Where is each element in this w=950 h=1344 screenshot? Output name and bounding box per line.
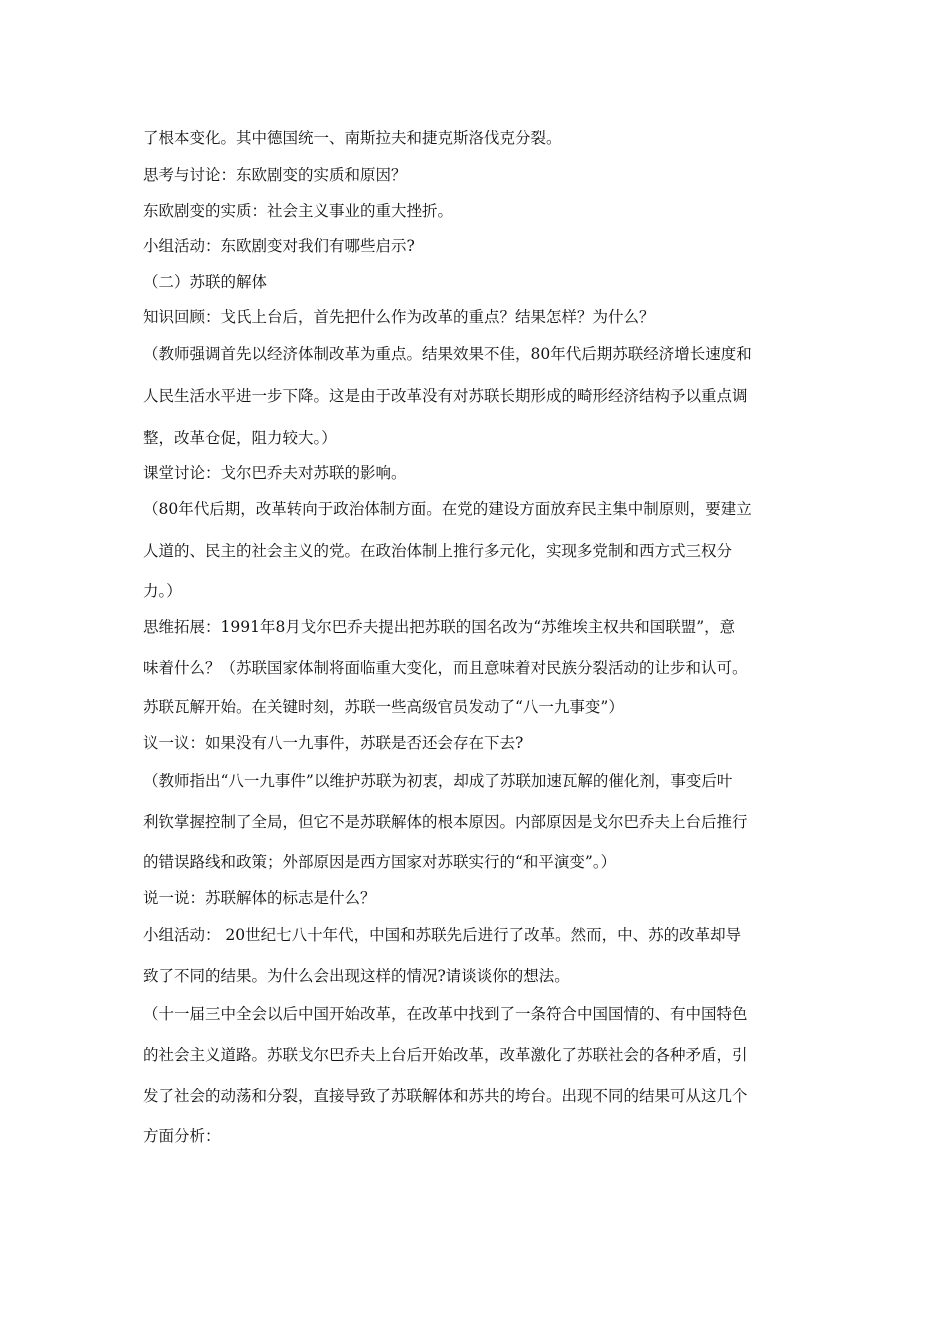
text-line: 小组活动： 20世纪七八十年代，中国和苏联先后进行了改革。然而，中、苏的改革却导 [143,926,742,944]
text-line: 课堂讨论：戈尔巴乔夫对苏联的影响。 [143,464,407,482]
text-line: （80年代后期，改革转向于政治体制方面。在党的建设方面放弃民主集中制原则，要建立 [143,500,752,518]
text-line: 致了不同的结果。为什么会出现这样的情况?请谈谈你的想法。 [143,967,570,985]
text-line: 了根本变化。其中德国统一、南斯拉夫和捷克斯洛伐克分裂。 [143,129,562,147]
text-line: 东欧剧变的实质：社会主义事业的重大挫折。 [143,202,454,220]
section-heading: （二）苏联的解体 [143,273,268,291]
text-line: 的社会主义道路。苏联戈尔巴乔夫上台后开始改革，改革激化了苏联社会的各种矛盾，引 [143,1046,748,1064]
text-line: 的错误路线和政策；外部原因是西方国家对苏联实行的“和平演变”。） [143,853,617,871]
text-line: 知识回顾：戈氏上台后，首先把什么作为改革的重点？结果怎样？为什么？ [143,308,655,326]
text-line: 人道的、民主的社会主义的党。在政治体制上推行多元化，实现多党制和西方式三权分 [143,542,733,560]
text-line: （教师指出“八一九事件”以维护苏联为初衷，却成了苏联加速瓦解的催化剂，事变后叶 [143,772,733,790]
text-line: 方面分析： [143,1127,221,1145]
text-line: 苏联瓦解开始。在关键时刻，苏联一些高级官员发动了“八一九事变”） [143,698,624,716]
text-line: 小组活动：东欧剧变对我们有哪些启示? [143,237,415,255]
text-line: 利钦掌握控制了全局，但它不是苏联解体的根本原因。内部原因是戈尔巴乔夫上台后推行 [143,813,748,831]
text-line: 整，改革仓促，阻力较大。） [143,429,337,447]
text-line: 发了社会的动荡和分裂，直接导致了苏联解体和苏共的垮台。出现不同的结果可从这几个 [143,1087,748,1105]
text-line: 思考与讨论：东欧剧变的实质和原因？ [143,166,407,184]
text-line: 味着什么？（苏联国家体制将面临重大变化，而且意味着对民族分裂活动的让步和认可。 [143,659,748,677]
text-line: 力。） [143,582,182,600]
text-line: （教师强调首先以经济体制改革为重点。结果效果不佳，80年代后期苏联经济增长速度和 [143,345,752,363]
text-line: 议一议：如果没有八一九事件，苏联是否还会存在下去? [143,734,524,752]
text-line: 思维拓展：1991年8月戈尔巴乔夫提出把苏联的国名改为“苏维埃主权共和国联盟”，意 [143,618,736,636]
text-line: 说一说：苏联解体的标志是什么？ [143,889,376,907]
text-line: （十一届三中全会以后中国开始改革，在改革中找到了一条符合中国国情的、有中国特色 [143,1005,748,1023]
text-line: 人民生活水平进一步下降。这是由于改革没有对苏联长期形成的畸形经济结构予以重点调 [143,387,748,405]
